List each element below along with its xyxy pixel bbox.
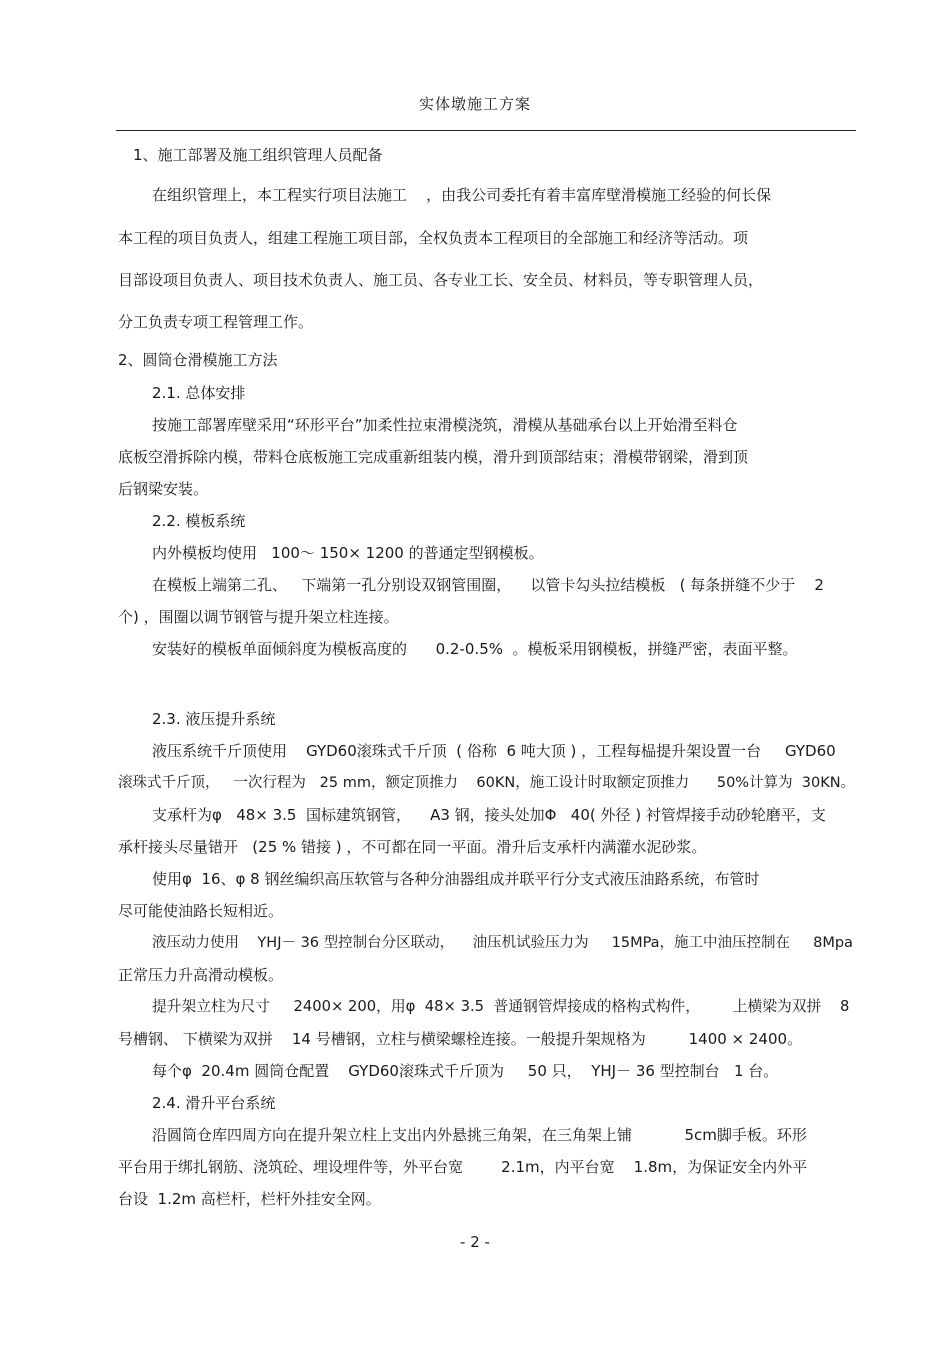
paragraph-line: 液压动力使用 YHJ－ 36 型控制台分区联动， 油压机试验压力为 15MPa，施工中油压控制在 8Mpa xyxy=(152,935,853,951)
subsection-heading: 2.3. 液压提升系统 xyxy=(152,710,276,728)
paragraph-line: 提升架立柱为尺寸 2400× 200，用φ 48× 3.5 普通钢管焊接成的格构式构件， 上横梁为双拼 8 xyxy=(152,998,850,1015)
section-heading: 1、施工部署及施工组织管理人员配备 xyxy=(133,146,383,164)
paragraph-line: 本工程的项目负责人，组建工程施工项目部，全权负责本工程项目的全部施工和经济等活动。项 xyxy=(118,229,749,247)
subsection-heading: 2.2. 模板系统 xyxy=(152,512,246,530)
paragraph-line: 后钢梁安装。 xyxy=(118,480,209,498)
section-heading: 2、圆筒仓滑模施工方法 xyxy=(118,351,278,369)
paragraph-line: 尽可能使油路长短相近。 xyxy=(118,902,284,920)
subsection-heading: 2.4. 滑升平台系统 xyxy=(152,1094,276,1112)
paragraph-line: 按施工部署库壁采用“环形平台”加柔性拉束滑模浇筑，滑模从基础承台以上开始滑至料仓 xyxy=(152,416,738,434)
paragraph-line: 平台用于绑扎钢筋、浇筑砼、埋设埋件等，外平台宽 2.1m，内平台宽 1.8m，为保证安全内外平 xyxy=(118,1158,808,1176)
paragraph-line: 滚珠式千斤顶， 一次行程为 25 mm，额定顶推力 60KN，施工设计时取额定顶推力 50%计算为 30KN。 xyxy=(118,775,856,791)
subsection-heading: 2.1. 总体安排 xyxy=(152,384,246,402)
paragraph-line: 液压系统千斤顶使用 GYD60滚珠式千斤顶 ( 俗称 6 吨大顶 ) ，工程每榀提升架设置一台 GYD60 xyxy=(152,742,836,760)
paragraph-line: 号槽钢、 下横梁为双拼 14 号槽钢，立柱与横梁螺栓连接。一般提升架规格为 1400 × 2400。 xyxy=(118,1030,803,1048)
paragraph-line: 承杆接头尽量错开 (25 % 错接 ) ，不可都在同一平面。滑升后支承杆内满灌水泥砂浆。 xyxy=(118,838,707,856)
paragraph-line: 安装好的模板单面倾斜度为模板高度的 0.2-0.5% 。模板采用钢模板，拼缝严密，表面平整。 xyxy=(152,640,798,658)
paragraph-line: 底板空滑拆除内模，带料仓底板施工完成重新组装内模，滑升到顶部结束；滑模带钢梁，滑到顶 xyxy=(118,448,749,466)
paragraph-line: 使用φ 16、φ 8 钢丝编织高压软管与各种分油器组成并联平行分支式液压油路系统，布管时 xyxy=(152,870,760,888)
paragraph-line: 每个φ 20.4m 圆筒仓配置 GYD60滚珠式千斤顶为 50 只， YHJ－ 36 型控制台 1 台。 xyxy=(152,1062,779,1080)
paragraph-line: 内外模板均使用 100～ 150× 1200 的普通定型钢模板。 xyxy=(152,544,544,562)
page-number: - 2 - xyxy=(460,1233,490,1251)
paragraph-line: 台设 1.2m 高栏杆，栏杆外挂安全网。 xyxy=(118,1190,381,1208)
paragraph-line: 沿圆筒仓库四周方向在提升架立柱上支出内外悬挑三角架，在三角架上铺 5cm脚手板。环形 xyxy=(152,1126,807,1144)
paragraph-line: 支承杆为φ 48× 3.5 国标建筑钢管， A3 钢，接头处加Φ 40( 外径 ) 衬管焊接手动砂轮磨平，支 xyxy=(152,806,826,824)
paragraph-line: 正常压力升高滑动模板。 xyxy=(118,966,284,984)
page-header-title: 实体墩施工方案 xyxy=(418,95,531,113)
header-divider xyxy=(116,130,856,131)
paragraph-line: 分工负责专项工程管理工作。 xyxy=(118,313,314,331)
paragraph-line: 目部设项目负责人、项目技术负责人、施工员、各专业工长、安全员、材料员，等专职管理人员， xyxy=(118,271,764,289)
paragraph-line: 在模板上端第二孔、 下端第一孔分别设双钢管围圈， 以管卡勾头拉结模板 ( 每条拼缝不少于 2 xyxy=(152,576,824,594)
paragraph-line: 个) ，围圈以调节钢管与提升架立柱连接。 xyxy=(118,608,399,626)
paragraph-line: 在组织管理上，本工程实行项目法施工 ，由我公司委托有着丰富库壁滑模施工经验的何长保 xyxy=(152,186,772,204)
